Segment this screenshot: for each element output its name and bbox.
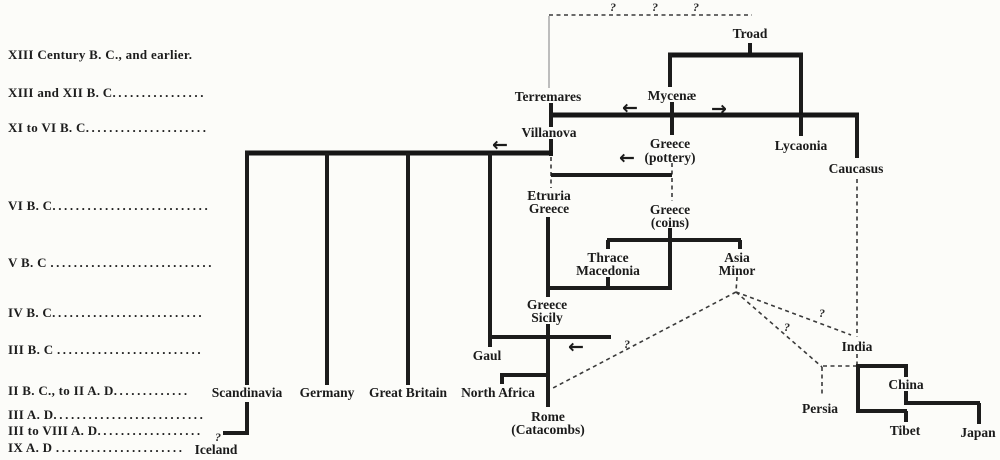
timeline-label-iii-bc: III B. C ......................... [8,342,204,357]
timeline-label-ii-bc-ii-ad: II B. C., to II A. D............. [8,383,190,398]
node-tibet: Tibet [889,423,921,438]
timeline-label-xi-vi-bc: XI to VI B. C..................... [8,120,209,135]
node-terremares: Terremares [514,89,582,104]
node-north-africa: North Africa [461,385,535,400]
node-mycenae: Mycenæ [647,88,697,103]
timeline-label-iii-ad: III A. D.......................... [8,407,206,422]
edge-asiaminor-india [736,292,851,335]
arrow-left-icon: ← [619,147,635,169]
question-mark: ? [624,337,630,351]
node-troad: Troad [732,26,768,41]
node-persia: Persia [802,401,838,416]
node-greece-sicily-sub: Sicily [531,310,563,325]
node-greece-coins-sub: (coins) [650,215,690,230]
node-macedonia: Macedonia [576,263,640,278]
timeline-label-xiii-century: XIII Century B. C., and earlier. [8,47,193,62]
timeline-label-vi-bc: VI B. C........................... [8,198,211,213]
question-mark: ? [215,430,221,444]
node-germany: Germany [299,385,355,400]
edge-asiaminor-persia [736,292,822,367]
arrow-left-icon: ← [622,97,638,119]
node-etruria: Etruria [527,188,571,203]
arrow-left-icon: ← [568,336,584,358]
question-mark: ? [610,0,616,14]
node-asia-minor: Asia [724,250,750,265]
arrow-left-icon: ← [492,134,508,156]
node-scandinavia: Scandinavia [211,385,283,400]
node-gaul: Gaul [472,348,502,363]
node-greece-pottery-sub: (pottery) [644,150,696,165]
node-rome: Rome [531,409,565,424]
timeline-label-iii-viii-ad: III to VIII A. D.................. [8,423,203,438]
solid-edges [223,43,980,434]
node-india: India [841,339,873,354]
node-great-britain: Great Britain [368,385,448,400]
node-thrace: Thrace [587,250,629,265]
timeline-label-v-bc: V B. C ............................ [8,255,215,270]
question-mark: ? [652,0,658,14]
node-greece-coins: Greece [649,202,691,217]
node-iceland: Iceland [194,442,238,457]
node-labels [195,26,997,457]
arrow-right-icon: → [711,98,727,120]
question-marks [215,0,825,444]
timeline-label-xiii-xii-bc: XIII and XII B. C................ [8,85,207,100]
node-villanova: Villanova [521,125,577,140]
node-china: China [888,377,924,392]
edge-asiaminor-junction [736,277,737,292]
timeline-label-iv-bc: IV B. C.......................... [8,305,205,320]
node-greece-sicily: Greece [526,297,568,312]
node-lycaonia: Lycaonia [774,138,828,153]
question-mark: ? [784,320,790,334]
timeline-label-ix-ad: IX A. D ...................... [8,440,185,455]
node-caucasus: Caucasus [828,161,884,176]
question-mark: ? [693,0,699,14]
node-japan: Japan [960,425,996,440]
node-asia-minor-sub: Minor [718,263,756,278]
node-etruria-sub: Greece [528,201,570,216]
node-greece-pottery: Greece [649,136,691,151]
node-rome-sub: (Catacombs) [511,422,585,437]
dashed-edges [549,15,857,397]
question-mark: ? [819,306,825,320]
